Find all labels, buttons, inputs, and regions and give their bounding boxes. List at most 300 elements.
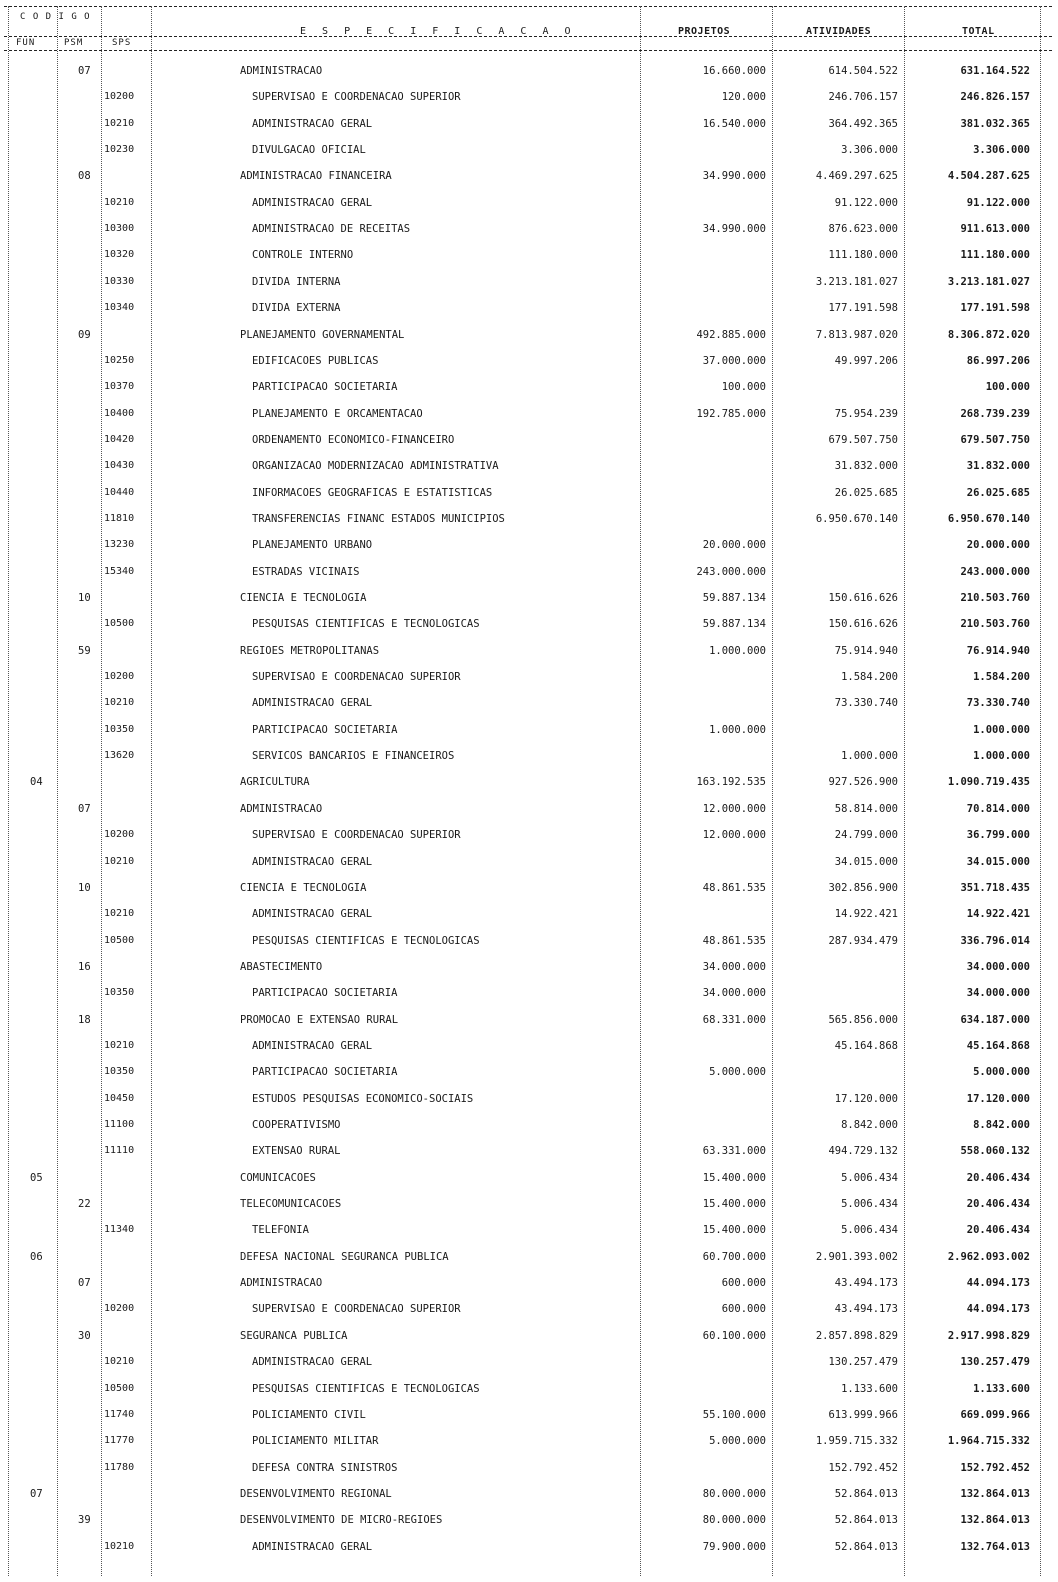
subprogram-code: 13620 — [104, 750, 135, 762]
row-description: REGIOES METROPOLITANAS — [240, 644, 380, 657]
row-description: AGRICULTURA — [240, 776, 310, 789]
header-psm: PSM — [64, 38, 84, 48]
subprogram-code: 10340 — [104, 302, 135, 314]
row-description: PLANEJAMENTO E ORCAMENTACAO — [252, 407, 423, 420]
row-description: ORGANIZACAO MODERNIZACAO ADMINISTRATIVA — [252, 460, 499, 473]
atividades-value: 26.025.685 — [834, 486, 898, 499]
subprogram-code: 10210 — [104, 908, 135, 920]
atividades-value: 302.856.900 — [828, 881, 898, 894]
projetos-value: 37.000.000 — [702, 354, 766, 367]
table-row — [0, 113, 1058, 139]
projetos-value: 163.192.535 — [696, 776, 766, 789]
table-row — [0, 666, 1058, 692]
atividades-value: 2.857.898.829 — [815, 1329, 898, 1342]
table-row — [0, 1009, 1058, 1035]
projetos-value: 48.861.535 — [702, 934, 766, 947]
atividades-value: 91.122.000 — [834, 196, 898, 209]
total-value: 31.832.000 — [966, 460, 1030, 473]
row-description: EDIFICACOES PUBLICAS — [252, 354, 379, 367]
row-description: DESENVOLVIMENTO DE MICRO-REGIOES — [240, 1514, 443, 1527]
program-code: 30 — [78, 1329, 91, 1342]
row-description: COMUNICACOES — [240, 1171, 316, 1184]
row-description: ADMINISTRACAO — [240, 802, 323, 815]
row-description: ABASTECIMENTO — [240, 960, 323, 973]
row-description: ADMINISTRACAO GERAL — [252, 855, 373, 868]
subprogram-code: 10250 — [104, 354, 135, 366]
atividades-value: 150.616.626 — [828, 592, 898, 604]
atividades-value: 7.813.987.020 — [815, 328, 898, 341]
header-especificacao: E S P E C I F I C A C A O — [300, 26, 576, 37]
subprogram-code: 10200 — [104, 671, 135, 683]
subprogram-code: 10210 — [104, 855, 135, 867]
table-row — [0, 455, 1058, 481]
function-code: 04 — [30, 776, 43, 789]
atividades-value: 613.999.966 — [828, 1408, 898, 1421]
row-description: DEFESA CONTRA SINISTROS — [252, 1461, 398, 1474]
projetos-value: 48.861.535 — [702, 881, 766, 894]
subprogram-code: 13230 — [104, 539, 135, 551]
row-description: COOPERATIVISMO — [252, 1119, 341, 1131]
total-value: 44.094.173 — [966, 1303, 1030, 1316]
header-projetos: PROJETOS — [678, 26, 731, 37]
program-code: 07 — [78, 1277, 91, 1290]
row-description: SUPERVISAO E COORDENACAO SUPERIOR — [252, 671, 461, 684]
subprogram-code: 10430 — [104, 460, 135, 472]
row-description: PARTICIPACAO SOCIETARIA — [252, 723, 398, 736]
table-row — [0, 824, 1058, 850]
header-bottom-rule — [4, 50, 1052, 51]
table-row — [0, 982, 1058, 1008]
atividades-value: 43.494.173 — [834, 1277, 898, 1290]
subprogram-code: 11780 — [104, 1461, 135, 1473]
total-value: 631.164.522 — [960, 65, 1030, 77]
total-value: 26.025.685 — [966, 486, 1030, 499]
program-code: 18 — [78, 1013, 91, 1026]
atividades-value: 130.257.479 — [828, 1356, 898, 1369]
subprogram-code: 10350 — [104, 723, 135, 735]
table-row — [0, 640, 1058, 666]
program-code: 59 — [78, 644, 91, 657]
table-row — [0, 192, 1058, 218]
projetos-value: 1.000.000 — [709, 723, 766, 736]
table-row — [0, 1140, 1058, 1166]
subprogram-code: 11100 — [104, 1119, 135, 1130]
projetos-value: 16.540.000 — [702, 117, 766, 130]
atividades-value: 75.914.940 — [834, 644, 898, 657]
table-row — [0, 403, 1058, 429]
projetos-value: 600.000 — [721, 1277, 766, 1290]
table-row — [0, 613, 1058, 639]
subprogram-code: 11340 — [104, 1224, 135, 1236]
atividades-value: 75.954.239 — [834, 407, 898, 420]
projetos-value: 60.100.000 — [702, 1329, 766, 1342]
atividades-value: 927.526.900 — [828, 776, 898, 789]
row-description: DEFESA NACIONAL SEGURANCA PUBLICA — [240, 1250, 449, 1263]
table-row — [0, 771, 1058, 797]
row-description: INFORMACOES GEOGRAFICAS E ESTATISTICAS — [252, 486, 493, 499]
table-row — [0, 271, 1058, 297]
total-value: 2.962.093.002 — [947, 1250, 1030, 1263]
projetos-value: 100.000 — [721, 381, 766, 394]
atividades-value: 1.000.000 — [841, 750, 898, 763]
subprogram-code: 10440 — [104, 486, 135, 498]
total-value: 86.997.206 — [966, 354, 1030, 367]
subprogram-code: 10210 — [104, 1356, 135, 1368]
table-row — [0, 692, 1058, 718]
row-description: SUPERVISAO E COORDENACAO SUPERIOR — [252, 1303, 461, 1316]
table-row — [0, 956, 1058, 982]
total-value: 152.792.452 — [960, 1461, 1030, 1474]
atividades-value: 150.616.626 — [828, 618, 898, 631]
total-value: 45.164.868 — [966, 1039, 1030, 1052]
atividades-value: 73.330.740 — [834, 697, 898, 710]
program-code: 10 — [78, 592, 91, 604]
table-row — [0, 587, 1058, 613]
projetos-value: 16.660.000 — [702, 65, 766, 77]
table-row — [0, 1167, 1058, 1193]
row-description: CONTROLE INTERNO — [252, 249, 354, 262]
row-description: TELECOMUNICACOES — [240, 1198, 342, 1211]
table-row — [0, 1378, 1058, 1404]
subprogram-code: 11770 — [104, 1435, 135, 1447]
total-value: 130.257.479 — [960, 1356, 1030, 1369]
function-code: 06 — [30, 1250, 43, 1263]
projetos-value: 15.400.000 — [702, 1171, 766, 1184]
projetos-value: 192.785.000 — [696, 407, 766, 420]
total-value: 1.000.000 — [973, 750, 1030, 763]
program-code: 07 — [78, 802, 91, 815]
table-row — [0, 165, 1058, 191]
table-row — [0, 60, 1058, 86]
total-value: 14.922.421 — [966, 908, 1030, 921]
row-description: ADMINISTRACAO — [240, 65, 323, 77]
projetos-value: 1.000.000 — [709, 644, 766, 657]
total-value: 20.406.434 — [966, 1224, 1030, 1237]
row-description: ADMINISTRACAO GERAL — [252, 908, 373, 921]
projetos-value: 59.887.134 — [702, 618, 766, 631]
table-row — [0, 86, 1058, 112]
row-description: POLICIAMENTO CIVIL — [252, 1408, 366, 1421]
total-value: 210.503.760 — [960, 592, 1030, 604]
row-description: ADMINISTRACAO GERAL — [252, 1356, 373, 1369]
subprogram-code: 10500 — [104, 618, 135, 630]
table-row — [0, 1272, 1058, 1298]
table-row — [0, 139, 1058, 165]
table-row — [0, 1325, 1058, 1351]
row-description: ESTUDOS PESQUISAS ECONOMICO-SOCIAIS — [252, 1092, 474, 1105]
table-row — [0, 1246, 1058, 1272]
total-value: 1.964.715.332 — [947, 1435, 1030, 1448]
table-row — [0, 1193, 1058, 1219]
row-description: ADMINISTRACAO — [240, 1277, 323, 1290]
program-code: 39 — [78, 1514, 91, 1527]
table-row — [0, 534, 1058, 560]
row-description: DIVIDA EXTERNA — [252, 302, 341, 315]
total-value: 76.914.940 — [966, 644, 1030, 657]
total-value: 3.213.181.027 — [947, 275, 1030, 288]
function-code: 05 — [30, 1171, 43, 1184]
table-row — [0, 1351, 1058, 1377]
projetos-value: 80.000.000 — [702, 1514, 766, 1527]
atividades-value: 2.901.393.002 — [815, 1250, 898, 1263]
total-value: 243.000.000 — [960, 565, 1030, 578]
atividades-value: 14.922.421 — [834, 908, 898, 921]
table-row — [0, 1035, 1058, 1061]
total-value: 20.406.434 — [966, 1171, 1030, 1184]
subprogram-code: 10450 — [104, 1092, 135, 1104]
row-description: PARTICIPACAO SOCIETARIA — [252, 381, 398, 394]
subprogram-code: 10400 — [104, 407, 135, 419]
total-value: 20.000.000 — [966, 539, 1030, 552]
subprogram-code: 10500 — [104, 1382, 135, 1394]
row-description: DIVIDA INTERNA — [252, 275, 341, 288]
subprogram-code: 15340 — [104, 565, 135, 577]
header-total: TOTAL — [962, 26, 995, 37]
projetos-value: 600.000 — [721, 1303, 766, 1316]
projetos-value: 80.000.000 — [702, 1487, 766, 1500]
table-row — [0, 1114, 1058, 1140]
subprogram-code: 10210 — [104, 196, 135, 208]
row-description: PARTICIPACAO SOCIETARIA — [252, 1066, 398, 1079]
row-description: CIENCIA E TECNOLOGIA — [240, 881, 367, 894]
row-description: SUPERVISAO E COORDENACAO SUPERIOR — [252, 829, 461, 842]
function-code: 07 — [30, 1487, 43, 1500]
total-value: 210.503.760 — [960, 618, 1030, 631]
table-row — [0, 1457, 1058, 1483]
atividades-value: 43.494.173 — [834, 1303, 898, 1316]
total-value: 73.330.740 — [966, 697, 1030, 710]
row-description: ORDENAMENTO ECONOMICO-FINANCEIRO — [252, 433, 455, 446]
subprogram-code: 10210 — [104, 1039, 135, 1051]
table-row — [0, 244, 1058, 270]
atividades-value: 364.492.365 — [828, 117, 898, 130]
atividades-value: 1.133.600 — [841, 1382, 898, 1395]
subprogram-code: 10200 — [104, 1303, 135, 1315]
projetos-value: 5.000.000 — [709, 1435, 766, 1448]
subprogram-code: 11740 — [104, 1408, 135, 1420]
total-value: 2.917.998.829 — [947, 1329, 1030, 1342]
row-description: PLANEJAMENTO URBANO — [252, 539, 373, 552]
table-row — [0, 508, 1058, 534]
program-code: 16 — [78, 960, 91, 973]
row-description: PARTICIPACAO SOCIETARIA — [252, 987, 398, 1000]
atividades-value: 58.814.000 — [834, 802, 898, 815]
subprogram-code: 10330 — [104, 275, 135, 287]
row-description: DIVULGACAO OFICIAL — [252, 144, 366, 157]
projetos-value: 243.000.000 — [696, 565, 766, 578]
atividades-value: 3.306.000 — [841, 144, 898, 157]
subprogram-code: 10200 — [104, 829, 135, 841]
total-value: 44.094.173 — [966, 1277, 1030, 1290]
table-row — [0, 561, 1058, 587]
projetos-value: 68.331.000 — [702, 1013, 766, 1026]
projetos-value: 55.100.000 — [702, 1408, 766, 1421]
projetos-value: 79.900.000 — [702, 1540, 766, 1553]
row-description: PLANEJAMENTO GOVERNAMENTAL — [240, 328, 405, 341]
subprogram-code: 10320 — [104, 249, 135, 261]
atividades-value: 111.180.000 — [828, 249, 898, 262]
total-value: 4.504.287.625 — [947, 170, 1030, 183]
total-value: 6.950.670.140 — [947, 512, 1030, 525]
table-row — [0, 376, 1058, 402]
total-value: 34.015.000 — [966, 855, 1030, 868]
subprogram-code: 11110 — [104, 1145, 135, 1157]
row-description: PESQUISAS CIENTIFICAS E TECNOLOGICAS — [252, 1382, 480, 1395]
total-value: 381.032.365 — [960, 117, 1030, 130]
atividades-value: 5.006.434 — [841, 1198, 898, 1211]
total-value: 3.306.000 — [973, 144, 1030, 157]
table-row — [0, 1404, 1058, 1430]
table-row — [0, 1061, 1058, 1087]
row-description: TELEFONIA — [252, 1224, 309, 1237]
table-row — [0, 798, 1058, 824]
row-description: PESQUISAS CIENTIFICAS E TECNOLOGICAS — [252, 934, 480, 947]
subprogram-code: 10350 — [104, 987, 135, 999]
program-code: 10 — [78, 881, 91, 894]
subprogram-code: 10210 — [104, 117, 135, 129]
atividades-value: 246.706.157 — [828, 91, 898, 104]
row-description: ADMINISTRACAO GERAL — [252, 117, 373, 130]
atividades-value: 679.507.750 — [828, 433, 898, 446]
projetos-value: 34.000.000 — [702, 960, 766, 973]
atividades-value: 52.864.013 — [834, 1514, 898, 1527]
total-value: 132.864.013 — [960, 1487, 1030, 1500]
projetos-value: 20.000.000 — [702, 539, 766, 552]
projetos-value: 120.000 — [721, 91, 766, 104]
atividades-value: 8.842.000 — [841, 1119, 898, 1131]
total-value: 132.764.013 — [960, 1540, 1030, 1553]
total-value: 1.133.600 — [973, 1382, 1030, 1395]
table-row — [0, 350, 1058, 376]
total-value: 8.842.000 — [973, 1119, 1030, 1131]
total-value: 70.814.000 — [966, 802, 1030, 815]
total-value: 246.826.157 — [960, 91, 1030, 104]
total-value: 669.099.966 — [960, 1408, 1030, 1421]
subprogram-code: 10230 — [104, 144, 135, 156]
table-row — [0, 1483, 1058, 1509]
table-row — [0, 877, 1058, 903]
table-row — [0, 903, 1058, 929]
row-description: PROMOCAO E EXTENSAO RURAL — [240, 1013, 399, 1026]
atividades-value: 5.006.434 — [841, 1224, 898, 1237]
total-value: 20.406.434 — [966, 1198, 1030, 1211]
atividades-value: 24.799.000 — [834, 829, 898, 842]
table-row — [0, 745, 1058, 771]
total-value: 111.180.000 — [960, 249, 1030, 262]
projetos-value: 492.885.000 — [696, 328, 766, 341]
row-description: ADMINISTRACAO DE RECEITAS — [252, 223, 411, 236]
row-description: CIENCIA E TECNOLOGIA — [240, 592, 367, 604]
total-value: 634.187.000 — [960, 1013, 1030, 1026]
total-value: 1.000.000 — [973, 723, 1030, 736]
total-value: 34.000.000 — [966, 987, 1030, 1000]
header-atividades: ATIVIDADES — [806, 26, 872, 37]
subprogram-code: 10300 — [104, 223, 135, 235]
atividades-value: 177.191.598 — [828, 302, 898, 315]
header-top-rule — [4, 6, 1052, 7]
atividades-value: 876.623.000 — [828, 223, 898, 236]
atividades-value: 4.469.297.625 — [815, 170, 898, 183]
subprogram-code: 10370 — [104, 381, 135, 393]
row-description: ADMINISTRACAO FINANCEIRA — [240, 170, 392, 183]
row-description: EXTENSAO RURAL — [252, 1145, 341, 1158]
atividades-value: 3.213.181.027 — [815, 275, 898, 288]
table-row — [0, 297, 1058, 323]
total-value: 34.000.000 — [966, 960, 1030, 973]
row-description: DESENVOLVIMENTO REGIONAL — [240, 1487, 392, 1500]
atividades-value: 565.856.000 — [828, 1013, 898, 1026]
atividades-value: 1.584.200 — [841, 671, 898, 684]
subprogram-code: 10210 — [104, 1540, 135, 1552]
table-row — [0, 218, 1058, 244]
row-description: ADMINISTRACAO GERAL — [252, 1540, 373, 1553]
row-description: SUPERVISAO E COORDENACAO SUPERIOR — [252, 91, 461, 104]
total-value: 679.507.750 — [960, 433, 1030, 446]
atividades-value: 45.164.868 — [834, 1039, 898, 1052]
row-description: ESTRADAS VICINAIS — [252, 565, 360, 578]
atividades-value: 614.504.522 — [828, 65, 898, 77]
subprogram-code: 10200 — [104, 91, 135, 103]
total-value: 100.000 — [985, 381, 1030, 394]
row-description: SEGURANCA PUBLICA — [240, 1329, 348, 1342]
atividades-value: 1.959.715.332 — [815, 1435, 898, 1448]
table-row — [0, 1509, 1058, 1535]
table-row — [0, 1219, 1058, 1245]
projetos-value: 60.700.000 — [702, 1250, 766, 1263]
atividades-value: 5.006.434 — [841, 1171, 898, 1184]
row-description: POLICIAMENTO MILITAR — [252, 1435, 379, 1448]
atividades-value: 494.729.132 — [828, 1145, 898, 1158]
subprogram-code: 10350 — [104, 1066, 135, 1078]
projetos-value: 5.000.000 — [709, 1066, 766, 1079]
atividades-value: 152.792.452 — [828, 1461, 898, 1474]
atividades-value: 52.864.013 — [834, 1487, 898, 1500]
total-value: 336.796.014 — [960, 934, 1030, 947]
total-value: 8.306.872.020 — [947, 328, 1030, 341]
table-row — [0, 930, 1058, 956]
total-value: 911.613.000 — [960, 223, 1030, 236]
row-description: SERVICOS BANCARIOS E FINANCEIROS — [252, 750, 455, 763]
header-sps: SPS — [112, 38, 132, 48]
row-description: ADMINISTRACAO GERAL — [252, 697, 373, 710]
table-row — [0, 851, 1058, 877]
table-row — [0, 429, 1058, 455]
projetos-value: 12.000.000 — [702, 802, 766, 815]
atividades-value: 287.934.479 — [828, 934, 898, 947]
subprogram-code: 10500 — [104, 934, 135, 946]
row-description: PESQUISAS CIENTIFICAS E TECNOLOGICAS — [252, 618, 480, 631]
table-row — [0, 1536, 1058, 1562]
total-value: 36.799.000 — [966, 829, 1030, 842]
total-value: 177.191.598 — [960, 302, 1030, 315]
row-description: ADMINISTRACAO GERAL — [252, 196, 373, 209]
atividades-value: 31.832.000 — [834, 460, 898, 473]
table-row — [0, 1298, 1058, 1324]
subprogram-code: 10210 — [104, 697, 135, 709]
projetos-value: 12.000.000 — [702, 829, 766, 842]
subprogram-code: 11810 — [104, 512, 135, 524]
subprogram-code: 10420 — [104, 433, 135, 445]
projetos-value: 34.000.000 — [702, 987, 766, 1000]
projetos-value: 15.400.000 — [702, 1224, 766, 1237]
header-codigo: C O D I G O — [20, 12, 91, 22]
total-value: 351.718.435 — [960, 881, 1030, 894]
total-value: 268.739.239 — [960, 407, 1030, 420]
table-row — [0, 719, 1058, 745]
program-code: 07 — [78, 65, 91, 77]
atividades-value: 52.864.013 — [834, 1540, 898, 1553]
projetos-value: 34.990.000 — [702, 170, 766, 183]
